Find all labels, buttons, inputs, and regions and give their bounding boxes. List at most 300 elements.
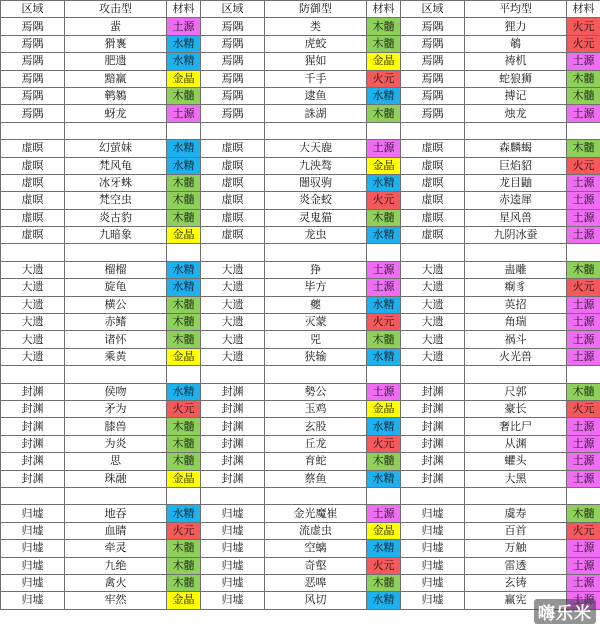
material-cell: 木髓 [167,314,201,331]
zone-cell: 虚暝 [1,157,65,174]
spacer-cell [65,487,167,504]
table-row [1,279,600,296]
zone-cell: 归墟 [201,557,265,574]
creature-cell: 炎古豹 [65,209,167,226]
zone-cell: 归墟 [201,522,265,539]
zone-cell: 虚暝 [1,174,65,191]
material-cell: 土源 [567,296,600,313]
material-cell: 水精 [367,227,401,244]
spacer-cell [567,244,600,261]
spacer-cell [201,487,265,504]
table-row [1,314,600,331]
material-cell: 火元 [567,18,600,35]
zone-cell: 焉隅 [201,18,265,35]
spacer-cell [401,366,465,383]
table-row [1,557,600,574]
spacer-cell [167,244,201,261]
creature-cell: 蔡鱼 [265,470,367,487]
table-row [1,435,600,452]
zone-cell: 焉隅 [1,18,65,35]
spacer-cell [1,487,65,504]
creature-cell: 类 [265,18,367,35]
creature-cell: 逮鱼 [265,87,367,104]
material-cell: 土源 [567,227,600,244]
zone-cell: 焉隅 [201,53,265,70]
material-cell: 木髓 [167,453,201,470]
table-row [1,522,600,539]
creature-cell: 闇驭驹 [265,174,367,191]
zone-cell: 焉隅 [1,70,65,87]
watermark-logo: 嗨乐米 [534,599,596,624]
creature-cell: 血睛 [65,522,167,539]
creature-cell: 玄股 [265,418,367,435]
header-cell: 区域 [1,1,65,18]
zone-cell: 大遗 [1,261,65,278]
zone-cell: 封渊 [1,383,65,400]
zone-cell: 虚暝 [201,140,265,157]
spacer-cell [201,122,265,139]
material-cell: 水精 [167,35,201,52]
creature-cell: 乘黄 [65,348,167,365]
material-cell: 水精 [167,157,201,174]
material-cell: 土源 [367,140,401,157]
zone-cell: 虚暝 [201,227,265,244]
material-cell: 土源 [167,105,201,122]
zone-cell: 大遗 [201,261,265,278]
material-cell: 木髓 [167,574,201,591]
creature-cell: 火光兽 [465,348,567,365]
material-cell: 火元 [567,35,600,52]
section-spacer-row [1,122,600,139]
creature-cell: 地吞 [65,505,167,522]
zone-cell: 虚暝 [1,209,65,226]
material-cell: 火元 [567,522,600,539]
spacer-cell [367,244,401,261]
header-cell: 攻击型 [65,1,167,18]
zone-cell: 归墟 [201,592,265,609]
material-cell: 土源 [567,418,600,435]
creature-cell: 梵空虫 [65,192,167,209]
table-row [1,227,600,244]
creature-cell: 搏记 [465,87,567,104]
zone-cell: 焉隅 [201,35,265,52]
table-row [1,505,600,522]
table-row [1,540,600,557]
spacer-cell [401,487,465,504]
zone-cell: 大遗 [401,296,465,313]
material-cell: 木髓 [167,192,201,209]
table-row [1,35,600,52]
material-cell: 木髓 [367,35,401,52]
creature-cell: 英招 [465,296,567,313]
creature-cell: 恶嗥 [265,574,367,591]
zone-cell: 虚暝 [1,140,65,157]
material-cell: 木髓 [567,505,600,522]
creature-cell: 百首 [465,522,567,539]
table-row [1,331,600,348]
material-cell: 水精 [167,261,201,278]
table-row [1,261,600,278]
material-cell: 火元 [367,557,401,574]
creature-cell: 玄铸 [465,574,567,591]
spacer-cell [567,487,600,504]
zone-cell: 封渊 [201,453,265,470]
zone-cell: 虚暝 [1,227,65,244]
material-cell: 火元 [367,314,401,331]
creature-cell: 蚜龙 [65,105,167,122]
material-cell: 水精 [167,279,201,296]
zone-cell: 归墟 [1,505,65,522]
zone-cell: 焉隅 [1,105,65,122]
zone-cell: 封渊 [201,400,265,417]
spacer-cell [465,122,567,139]
spacer-cell [167,366,201,383]
zone-cell: 焉隅 [201,70,265,87]
creature-cell: 万触 [465,540,567,557]
table-row [1,470,600,487]
zone-cell: 大遗 [201,296,265,313]
zone-cell: 焉隅 [1,35,65,52]
material-cell: 土源 [367,383,401,400]
material-cell: 火元 [367,192,401,209]
table-row [1,592,600,609]
table-body [1,1,600,610]
material-cell: 金晶 [167,470,201,487]
creature-cell: 勢公 [265,383,367,400]
creature-cell: 狰 [265,261,367,278]
creature-cell: 珠融 [65,470,167,487]
material-cell: 木髓 [367,209,401,226]
spacer-cell [265,244,367,261]
creature-cell: 猾褢 [65,35,167,52]
zone-cell: 归墟 [401,522,465,539]
creature-cell: 尺郭 [465,383,567,400]
zone-cell: 归墟 [401,557,465,574]
creature-cell: 金光魔崔 [265,505,367,522]
zone-cell: 大遗 [1,331,65,348]
creature-cell: 玉鸡 [265,400,367,417]
creature-cell: 肥遗 [65,53,167,70]
material-cell: 火元 [367,435,401,452]
zone-cell: 焉隅 [401,18,465,35]
creature-cell: 蜚 [65,18,167,35]
material-cell: 金晶 [367,522,401,539]
zone-cell: 虚暝 [401,227,465,244]
zone-cell: 归墟 [1,574,65,591]
zone-cell: 大遗 [401,348,465,365]
zone-cell: 归墟 [201,574,265,591]
spacer-cell [367,487,401,504]
material-cell: 木髓 [167,296,201,313]
creature-cell: 奢比尸 [465,418,567,435]
zone-cell: 焉隅 [1,53,65,70]
creature-cell: 空螭 [265,540,367,557]
zone-cell: 大遗 [201,331,265,348]
header-cell: 防御型 [265,1,367,18]
zone-cell: 虚暝 [1,192,65,209]
creature-cell: 雷透 [465,557,567,574]
creature-cell: 蠷头 [465,453,567,470]
material-cell: 水精 [167,53,201,70]
spacer-cell [465,487,567,504]
material-cell: 木髓 [567,383,600,400]
material-cell: 水精 [367,418,401,435]
creature-cell: 赤鳍 [65,314,167,331]
table-row [1,192,600,209]
header-cell: 材料 [167,1,201,18]
zone-cell: 封渊 [401,453,465,470]
spacer-cell [567,122,600,139]
zone-cell: 封渊 [1,453,65,470]
creature-cell: 幻萤妹 [65,140,167,157]
creature-cell: 龙目鼬 [465,174,567,191]
zone-cell: 虚暝 [401,140,465,157]
creature-cell: 痸豸 [465,279,567,296]
section-spacer-row [1,487,600,504]
creature-cell: 祸斗 [465,331,567,348]
material-cell: 土源 [567,574,600,591]
material-cell: 水精 [367,540,401,557]
material-cell: 金晶 [367,53,401,70]
zone-cell: 大遗 [401,279,465,296]
material-cell: 木髓 [367,453,401,470]
header-cell: 区域 [401,1,465,18]
zone-cell: 归墟 [401,540,465,557]
material-cell: 木髓 [167,174,201,191]
creature-cell: 膝兽 [65,418,167,435]
zone-cell: 封渊 [401,383,465,400]
zone-cell: 归墟 [401,592,465,609]
zone-cell: 焉隅 [401,70,465,87]
material-cell: 木髓 [367,105,401,122]
material-cell: 木髓 [167,87,201,104]
table-row [1,209,600,226]
creature-cell: 侯吻 [65,383,167,400]
creature-cell: 兕 [265,331,367,348]
material-cell: 水精 [367,87,401,104]
material-cell: 木髓 [167,209,201,226]
creature-cell: 九泱骜 [265,157,367,174]
zone-cell: 封渊 [1,435,65,452]
material-cell: 土源 [567,453,600,470]
creature-cell: 冰牙蛛 [65,174,167,191]
material-cell: 木髓 [367,574,401,591]
material-cell: 土源 [567,53,600,70]
zone-cell: 封渊 [401,470,465,487]
creature-cell: 蛊雕 [465,261,567,278]
zone-cell: 焉隅 [401,105,465,122]
zone-cell: 归墟 [201,505,265,522]
creature-cell: 旋龟 [65,279,167,296]
creature-cell: 角瑞 [465,314,567,331]
creature-cell: 毕方 [265,279,367,296]
creature-cell: 鵸 [465,35,567,52]
table-row [1,105,600,122]
spacer-cell [567,366,600,383]
zone-cell: 大遗 [401,331,465,348]
zone-cell: 焉隅 [401,53,465,70]
zone-cell: 归墟 [401,505,465,522]
creature-cell: 榴榴 [65,261,167,278]
material-cell: 火元 [167,522,201,539]
material-cell: 金晶 [167,592,201,609]
creature-cell: 禽火 [65,574,167,591]
material-cell: 土源 [567,557,600,574]
spacer-cell [1,366,65,383]
creature-cell: 九绝 [65,557,167,574]
material-cell: 火元 [567,279,600,296]
material-cell: 木髓 [167,418,201,435]
material-cell: 木髓 [567,87,600,104]
creature-cell: 狭输 [265,348,367,365]
zone-cell: 虚暝 [201,174,265,191]
spacer-cell [265,366,367,383]
creature-cell: 狸力 [465,18,567,35]
material-cell: 木髓 [167,331,201,348]
section-spacer-row [1,244,600,261]
material-cell: 土源 [567,540,600,557]
table-row [1,157,600,174]
material-cell: 木髓 [567,140,600,157]
spacer-cell [65,244,167,261]
material-cell: 金晶 [167,227,201,244]
creature-cell: 巨焰貂 [465,157,567,174]
creature-cell: 虞寿 [465,505,567,522]
zone-cell: 虚暝 [201,209,265,226]
table-row [1,87,600,104]
zone-cell: 虚暝 [401,157,465,174]
material-cell: 火元 [367,70,401,87]
spacer-cell [367,122,401,139]
creature-cell: 思 [65,453,167,470]
creature-cell: 黯羸 [65,70,167,87]
spacer-cell [401,244,465,261]
spacer-cell [465,366,567,383]
creature-cell: 烛龙 [465,105,567,122]
spacer-cell [265,122,367,139]
material-cell: 土源 [567,331,600,348]
zone-cell: 封渊 [201,470,265,487]
zone-cell: 封渊 [201,418,265,435]
creature-cell: 千手 [265,70,367,87]
spacer-cell [465,244,567,261]
zone-cell: 封渊 [201,383,265,400]
zone-cell: 焉隅 [201,105,265,122]
spacer-cell [1,244,65,261]
material-cell: 土源 [567,209,600,226]
table-row [1,418,600,435]
material-cell: 土源 [167,18,201,35]
material-cell: 土源 [567,192,600,209]
material-cell: 木髓 [167,435,201,452]
material-cell: 金晶 [367,157,401,174]
material-cell: 土源 [367,505,401,522]
creature-cell: 牵灵 [65,540,167,557]
creature-cell: 梵风龟 [65,157,167,174]
material-cell: 水精 [367,348,401,365]
spacer-cell [65,366,167,383]
creature-cell: 大天鹿 [265,140,367,157]
material-cell: 水精 [367,592,401,609]
zone-cell: 封渊 [1,418,65,435]
zone-cell: 虚暝 [401,192,465,209]
creature-cell: 矛为 [65,400,167,417]
creature-cell: 流虚虫 [265,522,367,539]
material-cell: 水精 [167,383,201,400]
zone-cell: 封渊 [201,435,265,452]
spacer-cell [367,366,401,383]
spacer-cell [201,244,265,261]
creature-cell: 夔 [265,296,367,313]
header-cell: 平均型 [465,1,567,18]
creature-cell: 星风兽 [465,209,567,226]
zone-cell: 焉隅 [201,87,265,104]
spacer-cell [401,122,465,139]
spacer-cell [201,366,265,383]
creature-cell: 九暗象 [65,227,167,244]
zone-cell: 封渊 [1,400,65,417]
creature-cell: 蛇狼狮 [465,70,567,87]
spacer-cell [167,122,201,139]
material-cell: 水精 [167,505,201,522]
spacer-cell [167,487,201,504]
material-cell: 土源 [567,105,600,122]
material-cell: 土源 [567,348,600,365]
zone-cell: 大遗 [401,261,465,278]
zone-cell: 封渊 [401,400,465,417]
creature-cell: 赤逵犀 [465,192,567,209]
table-row [1,53,600,70]
creature-cell: 从渊 [465,435,567,452]
spacer-cell [265,487,367,504]
zone-cell: 大遗 [201,314,265,331]
creature-cell: 祷机 [465,53,567,70]
material-cell: 火元 [567,157,600,174]
zone-cell: 大遗 [1,348,65,365]
zone-cell: 大遗 [401,314,465,331]
material-cell: 水精 [367,470,401,487]
material-cell: 木髓 [167,557,201,574]
material-cell: 火元 [567,400,600,417]
zone-cell: 归墟 [201,540,265,557]
zone-cell: 焉隅 [401,35,465,52]
zone-cell: 虚暝 [401,209,465,226]
zone-cell: 归墟 [1,592,65,609]
creature-cell: 赢宪 [465,592,567,609]
creature-cell: 龙虫 [265,227,367,244]
spacer-cell [65,122,167,139]
material-cell: 土源 [367,261,401,278]
spacer-cell [1,122,65,139]
creature-cell: 猩如 [265,53,367,70]
material-cell: 木髓 [567,261,600,278]
creature-cell: 育蛇 [265,453,367,470]
material-cell: 金晶 [367,400,401,417]
material-cell: 木髓 [167,540,201,557]
zone-cell: 封渊 [401,418,465,435]
table-row [1,453,600,470]
table-row [1,70,600,87]
zone-cell: 归墟 [1,522,65,539]
zone-cell: 虚暝 [201,157,265,174]
table-row [1,400,600,417]
creature-cell: 横公 [65,296,167,313]
material-cell: 土源 [367,279,401,296]
creature-cell: 丘龙 [265,435,367,452]
zone-cell: 归墟 [1,557,65,574]
material-cell: 土源 [567,314,600,331]
creature-cell: 灭蒙 [265,314,367,331]
